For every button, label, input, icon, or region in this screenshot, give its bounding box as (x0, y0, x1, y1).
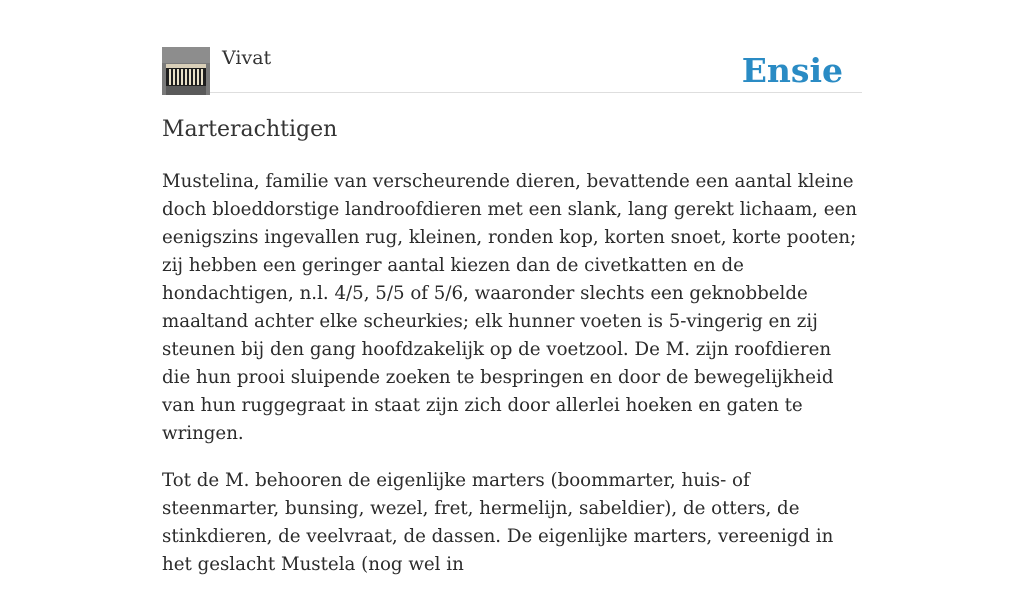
article-paragraph: Tot de M. behooren de eigenlijke marters (boommarter, huis- of steenmarter, bunsing, wezel, fret, hermelijn, sabeldier), de otters, de stinkdieren, de veelvraat, de dassen. De eigenlijke marters, vereenigd in het geslacht Mustela (nog wel in (162, 470, 834, 575)
author-name[interactable]: Vivat (222, 47, 272, 69)
author-avatar[interactable] (162, 47, 210, 95)
article-header (162, 46, 862, 93)
article-title: Marterachtigen (162, 117, 338, 142)
article-body (162, 168, 864, 598)
book-spines-avatar-icon (162, 47, 210, 95)
article-paragraph: Mustelina, familie van verscheurende dieren, bevattende een aantal kleine doch bloeddorstige landroofdieren met een slank, lang gerekt lichaam, een eenigszins ingevallen rug, kleinen, ronden kop, korten snoet, korte pooten; zij hebben een geringer aantal kiezen dan de civetkatten en de hondachtigen, n.l. 4/5, 5/5 of 5/6, waaronder slechts een geknobbelde maaltand achter elke scheurkies; elk hunner voeten is 5-vingerig en zij steunen bij den gang hoofdzakelijk op de voetzool. De M. zijn roofdieren die hun prooi sluipende zoeken te bespringen en door de bewegelijkheid van hun ruggegraat in staat zijn zich door allerlei hoeken en gaten te wringen. (162, 171, 857, 444)
ensie-logo[interactable]: Ensie (741, 51, 843, 90)
